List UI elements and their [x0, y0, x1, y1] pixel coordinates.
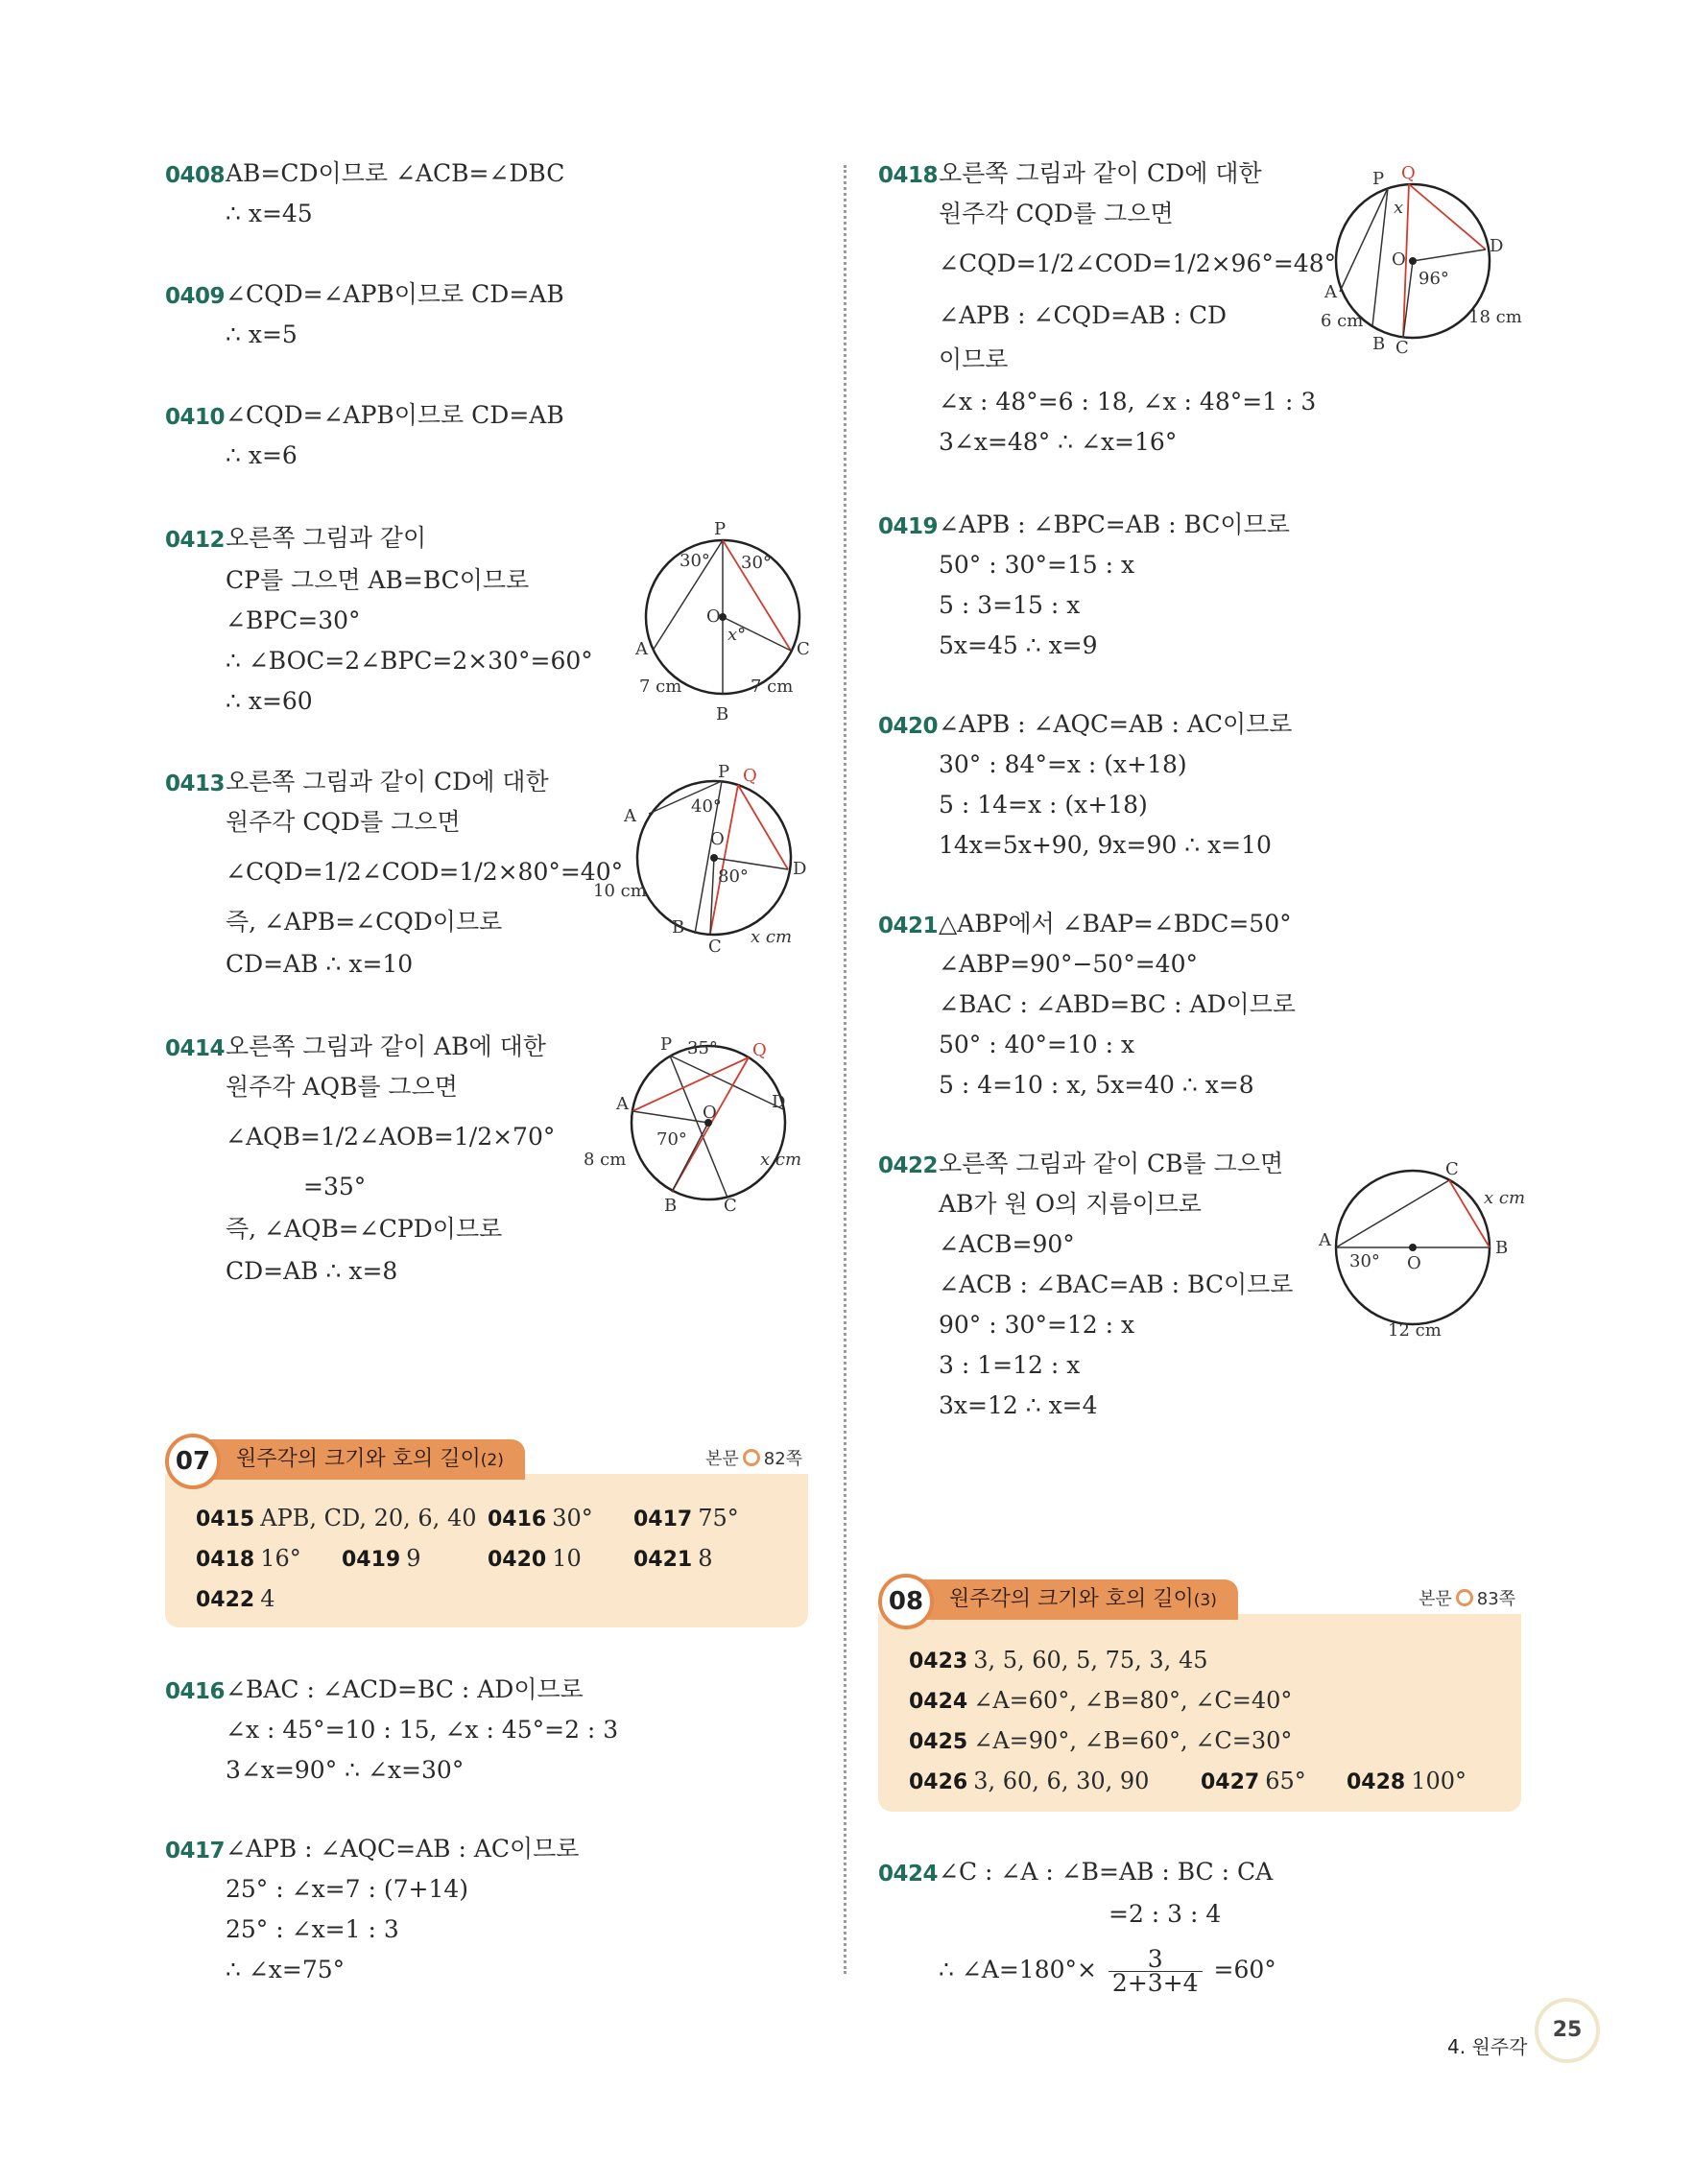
center-point: [1409, 257, 1417, 265]
label-b: B: [1372, 334, 1386, 354]
label-length: 18 cm: [1468, 307, 1522, 327]
answer-value: 4: [260, 1585, 275, 1612]
solution-line: AB가 원 O의 지름이므로: [939, 1190, 1202, 1218]
solution-line: 3 : 1=12 : x: [939, 1351, 1081, 1379]
page-reference-07: [705, 1445, 802, 1470]
label-q: Q: [1401, 163, 1416, 183]
label-length: x cm: [751, 927, 793, 947]
label-length: 12 cm: [1388, 1320, 1442, 1341]
solution-line: 50° : 30°=15 : x: [939, 551, 1135, 579]
ref-prefix: 본문: [1419, 1589, 1452, 1609]
section-title-sub: (3): [1193, 1591, 1217, 1610]
solution-line: CD=AB ∴ x=10: [226, 950, 414, 978]
answer-number: 0426: [909, 1770, 968, 1794]
solution-line: 3∠x=90° ∴ ∠x=30°: [226, 1756, 465, 1784]
label-p: P: [1372, 169, 1385, 189]
problem-number: 0413: [165, 772, 226, 796]
answer-value: 3, 60, 6, 30, 90: [973, 1768, 1150, 1794]
answer-item: [196, 1505, 476, 1531]
solution-line: =2 : 3 : 4: [1109, 1900, 1222, 1928]
ref-page: 83쪽: [1476, 1589, 1516, 1609]
label-angle: 40°: [691, 796, 722, 817]
solution-line: ∠C : ∠A : ∠B=AB : BC : CA: [939, 1858, 1274, 1886]
answer-number: 0418: [196, 1548, 255, 1572]
solution-line: ∴ x=5: [226, 320, 298, 348]
ref-prefix: 본문: [705, 1449, 739, 1469]
solution-line: 14x=5x+90, 9x=90 ∴ x=10: [939, 831, 1272, 859]
solution-line: AB=CD이므로 ∠ACB=∠DBC: [226, 159, 565, 187]
problem-number: 0418: [878, 163, 939, 188]
answer-value: 100°: [1411, 1768, 1467, 1794]
figure-0422: [1315, 1159, 1536, 1345]
solution-line: ∴ x=6: [226, 441, 298, 469]
figure-0413: [589, 764, 810, 960]
page-number: 25: [1535, 1998, 1600, 2063]
problem-number: 0410: [165, 405, 226, 430]
label-c: C: [1445, 1159, 1459, 1179]
answer-item: [488, 1505, 593, 1531]
answer-number: 0424: [909, 1690, 968, 1714]
solution-line: CP를 그으면 AB=BC이므로: [226, 566, 530, 594]
solution-line: △ABP에서 ∠BAP=∠BDC=50°: [939, 910, 1292, 938]
label-length: 7 cm: [639, 677, 682, 697]
answer-value: 65°: [1265, 1768, 1306, 1794]
label-q: Q: [752, 1040, 767, 1060]
label-length: 6 cm: [1321, 311, 1364, 331]
answer-item: [342, 1545, 421, 1572]
label-length: 7 cm: [751, 677, 794, 697]
solution-line: ∴ x=60: [226, 687, 313, 715]
solution-line: ∠CQD=∠APB이므로 CD=AB: [226, 401, 564, 429]
label-b: B: [672, 917, 685, 938]
column-divider: [844, 165, 846, 1974]
label-p: P: [714, 519, 727, 539]
solution-line: 5 : 14=x : (x+18): [939, 791, 1148, 819]
line-pd: [670, 1056, 783, 1109]
solution-line: ∠ACB=90°: [939, 1230, 1075, 1258]
label-o: O: [710, 829, 725, 849]
answer-number: 0423: [909, 1650, 968, 1674]
label-x: x: [1394, 198, 1404, 218]
answer-value: 10: [552, 1545, 582, 1572]
section-title: [194, 1439, 525, 1480]
label-angle: 30°: [741, 553, 772, 573]
problem-number: 0421: [878, 914, 939, 938]
solution-line: ∠AQB=1/2∠AOB=1/2×70°: [226, 1123, 556, 1151]
answer-number: 0419: [342, 1548, 401, 1572]
label-length: 10 cm: [593, 881, 647, 901]
solution-line: ∠CQD=1/2∠COD=1/2×96°=48°: [939, 249, 1337, 277]
line-pa: [1340, 188, 1388, 292]
label-b: B: [716, 704, 729, 724]
answer-value: 8: [698, 1545, 713, 1572]
label-p: P: [660, 1034, 673, 1055]
answer-box-07: [165, 1474, 808, 1627]
label-o: O: [1407, 1253, 1421, 1273]
solution-line: 즉, ∠AQB=∠CPD이므로: [226, 1215, 503, 1243]
answer-item: [909, 1687, 1292, 1714]
solution-line: 5 : 4=10 : x, 5x=40 ∴ x=8: [939, 1071, 1254, 1099]
solution-line: 오른쪽 그림과 같이 CB를 그으면: [939, 1150, 1284, 1177]
figure-0412: [633, 518, 825, 743]
solution-line: 오른쪽 그림과 같이 CD에 대한: [939, 159, 1262, 187]
solution-line: ∠CQD=∠APB이므로 CD=AB: [226, 280, 564, 308]
problem-number: 0420: [878, 714, 939, 739]
label-length: x cm: [760, 1150, 802, 1170]
label-angle: 35°: [687, 1038, 718, 1058]
ref-page: 82쪽: [763, 1449, 803, 1469]
center-point: [1409, 1244, 1417, 1251]
answer-item: [488, 1545, 582, 1572]
fraction: [1109, 1945, 1203, 1997]
label-a: A: [1324, 282, 1337, 302]
ref-dot-icon: [743, 1449, 760, 1466]
answer-item: [909, 1727, 1292, 1754]
line-od: [1413, 249, 1486, 261]
label-d: D: [772, 1092, 786, 1112]
solution-line: 5x=45 ∴ x=9: [939, 631, 1098, 659]
section-title-text: 원주각의 크기와 호의 길이: [236, 1447, 481, 1471]
solution-line: ∠x : 48°=6 : 18, ∠x : 48°=1 : 3: [939, 388, 1317, 415]
answer-value: 3, 5, 60, 5, 75, 3, 45: [973, 1647, 1208, 1674]
answer-value: APB, CD, 20, 6, 40: [260, 1505, 477, 1531]
label-q: Q: [743, 766, 757, 786]
answer-number: 0428: [1347, 1770, 1406, 1794]
label-b: B: [1495, 1238, 1509, 1258]
solution-line: 원주각 CQD를 그으면: [939, 200, 1174, 227]
label-p: P: [718, 762, 730, 782]
solution-line: 오른쪽 그림과 같이 AB에 대한: [226, 1033, 546, 1060]
label-a: A: [624, 806, 636, 826]
label-angle: 96°: [1419, 269, 1449, 289]
solution-line: [939, 1945, 1276, 1997]
answer-number: 0421: [633, 1548, 693, 1572]
solution-line: 30° : 84°=x : (x+18): [939, 750, 1187, 778]
solution-line: ∠APB : ∠AQC=AB : AC이므로: [226, 1835, 580, 1863]
line-oa: [632, 1111, 708, 1123]
solution-line: 이므로: [939, 345, 1009, 373]
line-pc: [670, 1056, 727, 1198]
answer-item: [633, 1505, 739, 1531]
label-length: 8 cm: [584, 1150, 627, 1170]
answer-value: 75°: [698, 1505, 739, 1531]
label-a: A: [635, 639, 648, 659]
label-b: B: [664, 1196, 678, 1216]
line-ac: [1336, 1180, 1449, 1247]
solution-line: 오른쪽 그림과 같이 CD에 대한: [226, 768, 549, 795]
answer-box-08: [878, 1614, 1521, 1812]
center-point: [710, 854, 718, 862]
label-c: C: [797, 639, 810, 659]
section-number: 07: [165, 1434, 221, 1489]
problem-number: 0419: [878, 514, 939, 539]
solution-line: 즉, ∠APB=∠CQD이므로: [226, 908, 503, 936]
problem-number: 0422: [878, 1153, 939, 1178]
answer-item: [1201, 1768, 1306, 1794]
solution-line: ∠BPC=30°: [226, 606, 361, 634]
label-angle: 70°: [656, 1129, 687, 1150]
answer-item: [196, 1585, 275, 1612]
label-angle: 80°: [718, 866, 749, 887]
label-o: O: [706, 606, 721, 627]
problem-number: 0424: [878, 1862, 939, 1887]
answer-value: 30°: [552, 1505, 593, 1531]
solution-line: ∠x : 45°=10 : 15, ∠x : 45°=2 : 3: [226, 1716, 619, 1744]
solution-line: CD=AB ∴ x=8: [226, 1257, 398, 1285]
solution-line: ∠CQD=1/2∠COD=1/2×80°=40°: [226, 858, 624, 886]
problem-number: 0409: [165, 284, 226, 309]
answer-item: [196, 1545, 301, 1572]
answer-number: 0415: [196, 1507, 255, 1531]
problem-number: 0417: [165, 1839, 226, 1864]
solution-line: 오른쪽 그림과 같이: [226, 524, 427, 552]
numerator: 3: [1109, 1948, 1203, 1972]
label-angle: 30°: [1349, 1251, 1380, 1271]
label-c: C: [1395, 338, 1409, 358]
answer-number: 0425: [909, 1730, 968, 1754]
label-c: C: [724, 1196, 737, 1216]
solution-line: ∠BAC : ∠ACD=BC : AD이므로: [226, 1675, 584, 1703]
page-reference-08: [1419, 1585, 1515, 1610]
problem-number: 0408: [165, 163, 226, 188]
solution-line: 5 : 3=15 : x: [939, 591, 1081, 619]
answer-item: [909, 1768, 1149, 1794]
label-o: O: [1392, 249, 1406, 270]
solution-line: 25° : ∠x=1 : 3: [226, 1915, 399, 1943]
expr-prefix: ∴ ∠A=180°×: [939, 1956, 1097, 1983]
solution-line: ∴ x=45: [226, 200, 313, 227]
chapter-label: 4. 원주각: [1447, 2035, 1528, 2058]
answer-number: 0416: [488, 1507, 547, 1531]
label-c: C: [708, 937, 722, 957]
label-angle: 30°: [680, 551, 710, 571]
solution-line: ∠APB : ∠BPC=AB : BC이므로: [939, 510, 1290, 538]
solution-line: ∠BAC : ∠ABD=BC : AD이므로: [939, 990, 1297, 1018]
solution-line: ∠APB : ∠CQD=AB : CD: [939, 301, 1227, 329]
label-d: D: [1490, 236, 1504, 256]
ref-dot-icon: [1456, 1589, 1473, 1606]
solution-line: =35°: [303, 1173, 367, 1200]
label-o: O: [703, 1103, 717, 1123]
section-title-text: 원주각의 크기와 호의 길이: [949, 1587, 1194, 1611]
label-length: x cm: [1484, 1188, 1526, 1208]
answer-item: [633, 1545, 713, 1572]
answer-value: ∠A=60°, ∠B=80°, ∠C=40°: [973, 1687, 1293, 1714]
solution-line: ∠ACB : ∠BAC=AB : BC이므로: [939, 1270, 1294, 1298]
solution-line: 원주각 AQB를 그으면: [226, 1073, 458, 1101]
solution-line: ∴ ∠BOC=2∠BPC=2×30°=60°: [226, 647, 593, 675]
answer-item: [909, 1647, 1207, 1674]
solution-line: 25° : ∠x=7 : (7+14): [226, 1875, 469, 1903]
answer-value: ∠A=90°, ∠B=60°, ∠C=30°: [973, 1727, 1293, 1754]
answer-number: 0417: [633, 1507, 693, 1531]
label-d: D: [793, 859, 807, 879]
solution-line: 90° : 30°=12 : x: [939, 1311, 1135, 1339]
answer-number: 0427: [1201, 1770, 1260, 1794]
section-number: 08: [878, 1574, 934, 1629]
section-title: [907, 1579, 1238, 1620]
section-title-sub: (2): [480, 1451, 504, 1470]
answer-value: 16°: [260, 1545, 301, 1572]
solution-line: ∠ABP=90°−50°=40°: [939, 950, 1198, 978]
problem-number: 0412: [165, 528, 226, 553]
solution-line: ∠APB : ∠AQC=AB : AC이므로: [939, 710, 1293, 738]
problem-number: 0414: [165, 1036, 226, 1061]
problem-number: 0416: [165, 1679, 226, 1704]
solution-line: 3∠x=48° ∴ ∠x=16°: [939, 428, 1178, 456]
answer-value: 9: [406, 1545, 421, 1572]
figure-0414: [584, 1027, 814, 1223]
solution-line: 50° : 40°=10 : x: [939, 1031, 1135, 1058]
expr-suffix: =60°: [1213, 1956, 1276, 1983]
line-pb: [1372, 188, 1388, 326]
solution-line: ∴ ∠x=75°: [226, 1956, 346, 1983]
solution-line: 원주각 CQD를 그으면: [226, 808, 461, 836]
figure-0418: [1321, 165, 1541, 370]
denominator: 2+3+4: [1111, 1969, 1199, 1997]
answer-number: 0420: [488, 1548, 547, 1572]
label-a: A: [1319, 1230, 1331, 1250]
answer-number: 0422: [196, 1588, 255, 1612]
solution-line: 3x=12 ∴ x=4: [939, 1391, 1098, 1419]
label-x: x°: [727, 625, 747, 645]
answer-item: [1347, 1768, 1466, 1794]
label-a: A: [616, 1094, 629, 1114]
